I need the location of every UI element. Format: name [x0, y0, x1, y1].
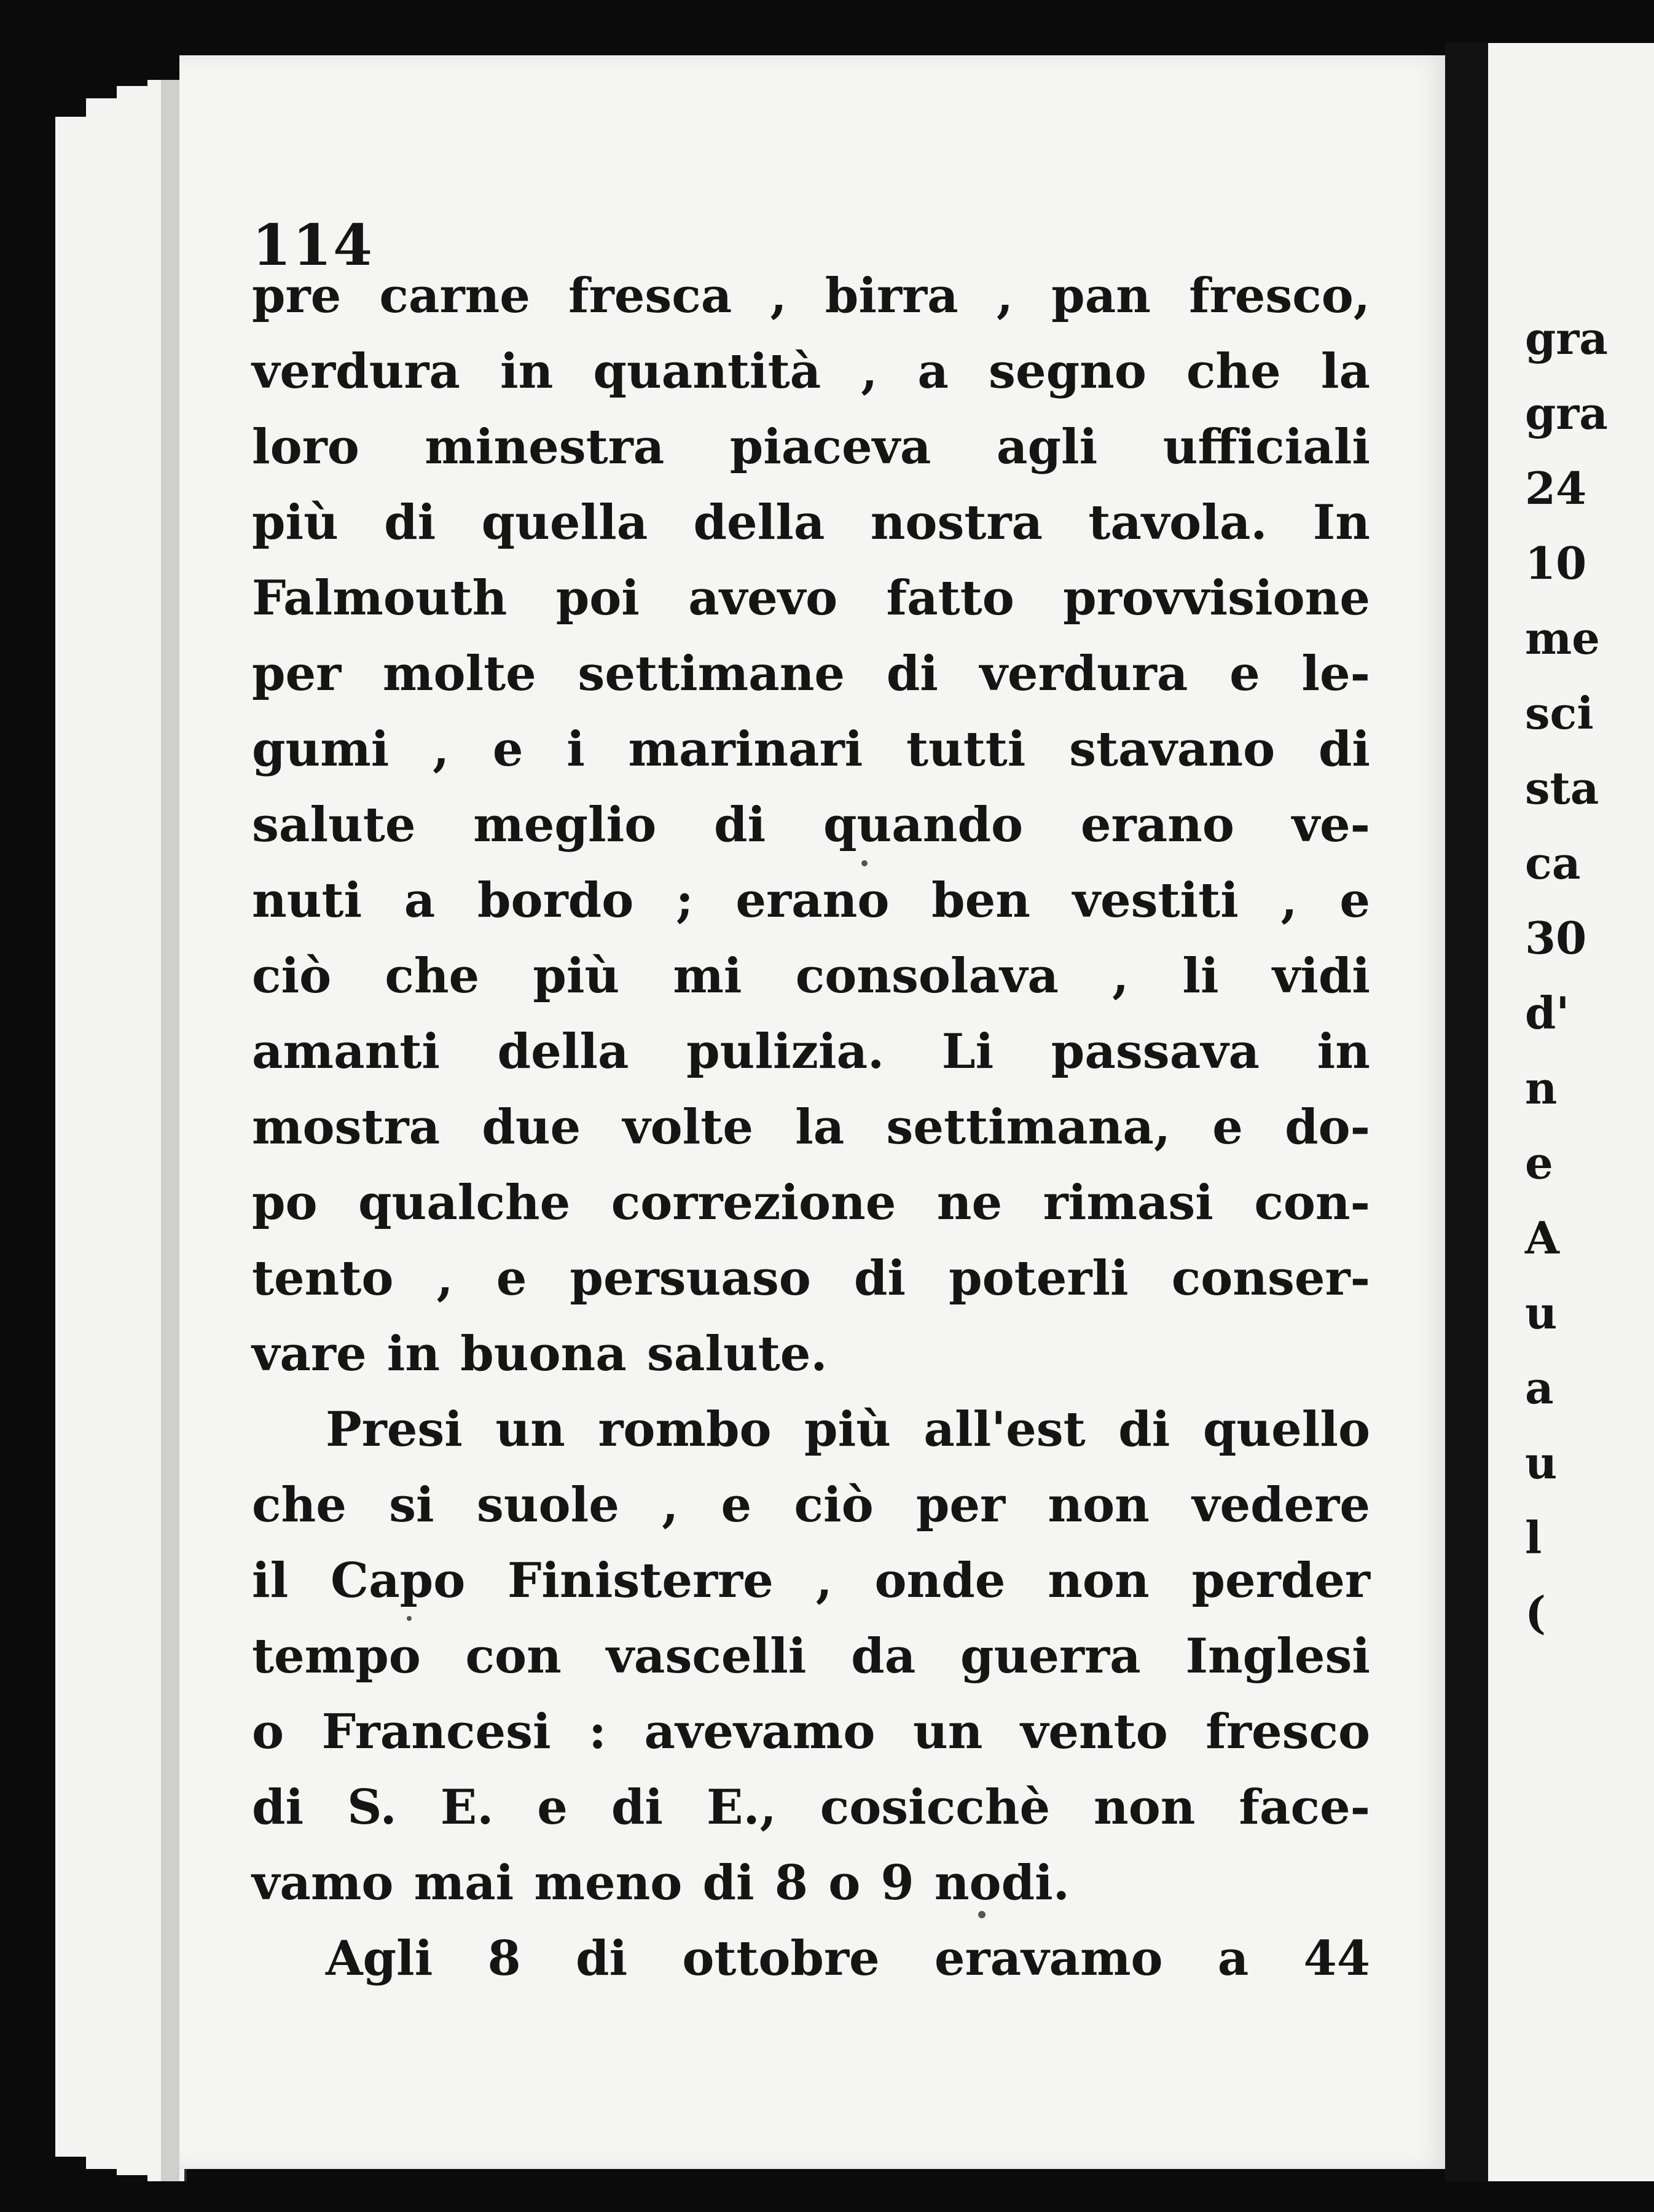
text-line: o Francesi : avevamo un vento fresco — [252, 1704, 1370, 1760]
facing-fragment: sta — [1525, 762, 1599, 814]
text-line: il Capo Finisterre , onde non perder — [252, 1553, 1370, 1609]
facing-fragment: d' — [1525, 987, 1570, 1039]
text-line: Falmouth poi avevo fatto provvisione — [252, 570, 1370, 626]
facing-fragment: ca — [1525, 837, 1581, 889]
text-line: salute meglio di quando erano ve- — [252, 797, 1370, 853]
text-line: di S. E. e di E., cosicchè non face- — [252, 1779, 1370, 1835]
facing-fragment: me — [1525, 612, 1600, 664]
facing-fragment: n — [1525, 1062, 1558, 1114]
text-line: amanti della pulizia. Li passava in — [252, 1024, 1370, 1080]
text-line: gumi , e i marinari tutti stavano di — [252, 721, 1370, 777]
body-text — [252, 258, 1370, 1996]
text-line: loro minestra piaceva agli ufficiali — [252, 419, 1370, 475]
text-line: verdura in quantità , a segno che la — [252, 343, 1370, 399]
text-line: nuti a bordo ; erano ben vestiti , e — [252, 873, 1370, 928]
facing-fragment: 30 — [1525, 912, 1587, 964]
text-line: tempo con vascelli da guerra Inglesi — [252, 1628, 1370, 1684]
page-binding — [161, 80, 179, 2181]
facing-fragment: e — [1525, 1137, 1553, 1189]
text-line: mostra due volte la settimana, e do- — [252, 1099, 1370, 1155]
text-line: Presi un rombo più all'est di quello — [326, 1402, 1370, 1457]
facing-fragment: gra — [1525, 387, 1608, 439]
facing-fragment: u — [1525, 1287, 1558, 1339]
text-line: vare in buona salute. — [252, 1326, 828, 1382]
text-line: che si suole , e ciò per non vedere — [252, 1477, 1370, 1533]
facing-fragment: 24 — [1525, 462, 1587, 514]
facing-page — [1488, 43, 1654, 2181]
facing-fragment: sci — [1525, 687, 1594, 739]
text-line: ciò che più mi consolava , li vidi — [252, 948, 1370, 1004]
facing-fragment: l — [1525, 1512, 1542, 1564]
text-line: Agli 8 di ottobre eravamo a 44 — [326, 1931, 1370, 1986]
facing-fragment: A — [1525, 1212, 1559, 1264]
facing-fragment: ( — [1525, 1586, 1546, 1639]
text-line: vamo mai meno di 8 o 9 nodi. — [252, 1855, 1070, 1911]
facing-fragment: 10 — [1525, 537, 1587, 589]
page-gutter — [1445, 43, 1488, 2181]
text-line: più di quella della nostra tavola. In — [252, 495, 1370, 551]
text-line: pre carne fresca , birra , pan fresco, — [252, 268, 1370, 324]
facing-fragment: u — [1525, 1437, 1558, 1489]
text-line: po qualche correzione ne rimasi con- — [252, 1175, 1370, 1231]
text-line: tento , e persuaso di poterli conser- — [252, 1250, 1370, 1306]
text-line: per molte settimane di verdura e le- — [252, 646, 1370, 702]
facing-page-text — [1525, 301, 1608, 1650]
facing-fragment: gra — [1525, 312, 1608, 364]
facing-fragment: a — [1525, 1362, 1554, 1414]
page-number: 114 — [252, 212, 374, 278]
